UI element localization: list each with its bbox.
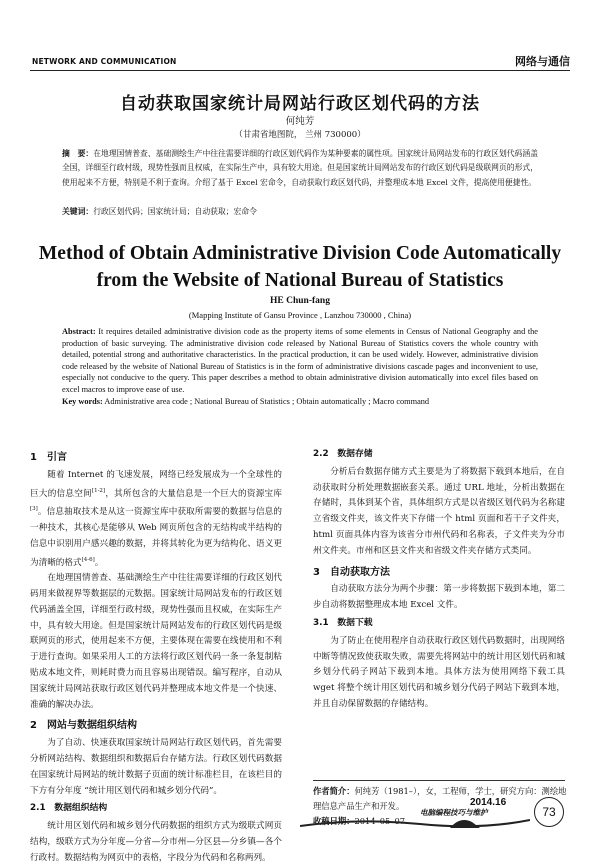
en-keywords-text: Administrative area code ; National Bureau of Statistics ; Obtain automatically ; Macro command: [104, 396, 430, 406]
zh-abstract-text: 在地理国情普查、基础测绘生产中往往需要详细的行政区划代码作为某种要素的属性项。国家统计局网站发布的行政区划代码涵盖全国，详细至行政村级，现势性强而且权威，在实际生产中，具有较大用途。但是国家统计局网站发布的行政区划代码是级联网页的形式，使用起来不方便，特别是不利于查询。介绍了基于 Excel 宏命令，自动获取行政区划代码，并整理成本地 Excel 文件，提高使用便捷性。: [62, 149, 538, 187]
header-rule: [30, 70, 570, 71]
section-1-heading: 1 引言: [30, 452, 67, 463]
zh-title: 自动获取国家统计局网站行政区划代码的方法: [120, 94, 480, 114]
footer-issue: 2014.16: [470, 797, 507, 808]
author-bio-label: 作者简介：: [313, 786, 355, 796]
zh-author: 何纯芳: [285, 116, 315, 127]
zh-affiliation: （甘肃省地图院， 兰州 730000）: [234, 130, 366, 140]
zh-abstract: [62, 147, 538, 190]
received-date-label: 收稿日期：: [313, 816, 355, 826]
body-right-column: [313, 445, 565, 713]
en-affiliation: (Mapping Institute of Gansu Province , Lanzhou 730000 , China): [188, 310, 412, 320]
section-2-2-heading: 2.2 数据存储: [313, 449, 373, 459]
journal-section-en: NETWORK AND COMMUNICATION: [32, 57, 177, 66]
en-title: Method of Obtain Administrative Division Code Automatically from the Website of National Bureau of Statistics: [38, 243, 562, 291]
zh-keywords: [62, 205, 538, 219]
section-3-1-paragraph-1: 为了防止在使用程序自动获取行政区划代码数据时，出现网络中断等情况致使获取失败，需要先将网站中的统计用区划代码和城乡划分代码子网站下载到本地。具体方法为使用网络下载工具 wget 将整个统计用区划代码和城乡划分代码子网站下载到本地，并且自动保留数据的存储结构。: [313, 635, 565, 709]
page-number: 73: [534, 797, 564, 827]
section-2-1-paragraph-1: 统计用区划代码和城乡划分代码数据的组织方式为级联式网页结构，级联方式为分年度—分省—分市州—分区县—分乡镇—各个行政村。数据结构为网页中的表格，字段分为代码和名称两列。: [30, 821, 282, 863]
citation: [1-2]: [91, 487, 106, 494]
section-3-1-heading: 3.1 数据下载: [313, 617, 373, 628]
journal-section-zh: 网络与通信: [515, 55, 570, 68]
author-bio-text: 何纯芳（1981–），女，工程师，学士，研究方向：测绘地理信息产品生产和开发。: [313, 786, 567, 811]
footer-swoosh-icon: [300, 808, 530, 832]
zh-keywords-text: 行政区划代码；国家统计局；自动获取；宏命令: [93, 207, 257, 216]
footnote-rule: [313, 780, 565, 781]
zh-abstract-label: 摘 要：: [62, 149, 94, 158]
section-2-paragraph-1: 为了自动、快速获取国家统计局网站行政区划代码，首先需要分析网站结构、数据组织和数据后台存储方法。行政区划代码数据在国家统计局网站的统计数据子页面的统计标准栏目，在该栏目的下方有分年度 “统计用区划代码和城乡划分代码”。: [30, 738, 282, 796]
section-2-heading: 2 网站与数据组织结构: [30, 720, 137, 732]
section-3-paragraph-1: 自动获取方法分为两个步骤：第一步将数据下载到本地，第二步自动将数据整理成本地 Excel 文件。: [313, 584, 565, 611]
section-2-2-paragraph-1: 分析后台数据存储方式主要是为了将数据下载到本地后，在自动获取时分析处理数据嵌套关系。通过 URL 地址，分析出数据在存储时，具体到某个省，具体组织方式是以省级区划代码为名称建立省级文件夹，该文件夹下存储一个 html 页面和若干子文件夹，html 页面具体内容为该省分市州代码和名称表，子文件夹为分市州文件夹。市州和区县文件夹和省级文件夹存储方式类同。: [313, 466, 565, 556]
en-keywords: [62, 396, 538, 408]
citation: [4-6]: [81, 556, 95, 563]
section-1-paragraph-2: 在地理国情普查、基础测绘生产中往往需要详细的行政区划代码用来做视界等数据层的元数据。国家统计局网站发布的行政区划代码涵盖全国，详细至行政村级，现势性强而且权威，在实际生产中，具有较大用途。但是国家统计局网站发布的行政区划代码是级联网页的形式，使用起来不方便，主要体现在需要在线使用和不利于进行查询。如果采用人工的方法将行政区划代码一条一条复制粘贴成本地文件，则耗时费力而且容易出现错误。编写程序，自动从国家统计局网站获取行政区划代码并整理成本地文件是一个快速、准确的解决办法。: [30, 573, 282, 710]
en-abstract-label: Abstract:: [62, 327, 96, 336]
citation: [3]: [30, 506, 38, 513]
en-abstract: [62, 326, 538, 407]
received-date-text: 2014–05–07: [354, 816, 406, 826]
zh-keywords-label: 关键词：: [62, 207, 94, 216]
section-2-1-heading: 2.1 数据组织结构: [30, 803, 108, 814]
section-1-paragraph-1: 随着 Internet 的飞速发展，网络已经发展成为一个全球性的巨大的信息空间[1-2]，其所包含的大量信息是一个巨大的资源宝库[3]。信息抽取技术是从这一资源宝库中获取所需要的数据与信息的一种技术，其核心是能够从 Web 网页所包含的无结构或半结构的信息中识别用户感兴趣的数据，并将其转化为更为结构化、语义更为清晰的格式[4-6]。: [30, 469, 282, 568]
en-keywords-label: Key words:: [62, 396, 103, 406]
en-author: HE Chun-fang: [270, 296, 330, 306]
body-left-column: [30, 445, 282, 867]
footer-magazine: 电脑编程技巧与维护: [420, 808, 488, 817]
en-abstract-text: It requires detailed administrative division code as the property items of some elements in Census of National Geography and the production of basic surveying. The administrative division code released by National Bureau of Statistics covers the whole country with detailed, potential strong and authoritative characteristics. In the practical production, it can be used widely. However, administrative division code released by the website of National Bureau of Statistics is in the form of administrative divisions cascade pages and inconvenient to use, especially not conducive to the query. This paper describes a method to obtain administrative division automatically into excel files based on excel macros to improve ease of use.: [62, 327, 538, 394]
section-3-heading: 3 自动获取方法: [313, 566, 390, 578]
